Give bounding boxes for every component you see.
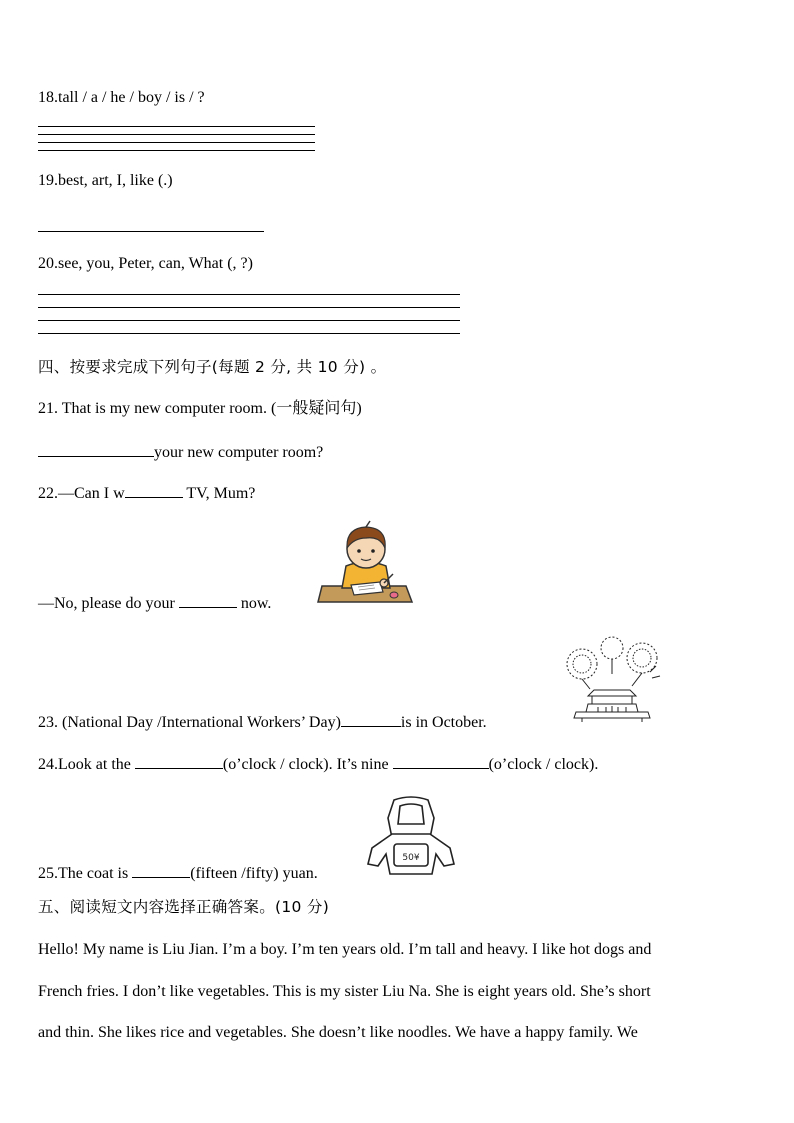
reading-passage-line-3: and thin. She likes rice and vegetables. She doesn’t like noodles. We have a happy family. We	[38, 1024, 638, 1041]
answer-blank[interactable]	[341, 711, 401, 727]
question-23-start: 23. (National Day /International Workers’ Day)	[38, 714, 341, 731]
answer-blank[interactable]	[125, 482, 183, 498]
reading-passage-line-1: Hello! My name is Liu Jian. I’m a boy. I’m ten years old. I’m tall and heavy. I like hot dogs and	[38, 941, 652, 958]
question-24-end: (o’clock / clock).	[488, 756, 599, 773]
question-25-end: (fifteen /fifty) yuan.	[190, 865, 318, 882]
question-22-reply-end: now.	[236, 595, 272, 612]
question-23-end: is in October.	[400, 714, 487, 731]
answer-blank[interactable]	[38, 441, 154, 457]
answer-line[interactable]	[38, 126, 315, 127]
section-5-heading: 五、阅读短文内容选择正确答案。(10 分)	[38, 898, 330, 916]
question-23	[38, 711, 487, 733]
question-22-prompt-start: 22.—Can I w	[38, 485, 125, 502]
question-22-reply	[38, 592, 271, 614]
question-24	[38, 753, 598, 775]
answer-line[interactable]	[38, 294, 460, 295]
answer-line[interactable]	[38, 134, 315, 135]
answer-line[interactable]	[38, 307, 460, 308]
question-22-prompt	[38, 482, 255, 504]
answer-blank[interactable]	[135, 753, 223, 769]
question-21: 21. That is my new computer room. (一般疑问句)	[38, 400, 362, 417]
answer-line[interactable]	[38, 142, 315, 143]
answer-line[interactable]	[38, 320, 460, 321]
question-18: 18.tall / a / he / boy / is / ?	[38, 89, 205, 106]
question-22-reply-start: —No, please do your	[38, 595, 179, 612]
question-21-answer-line	[38, 441, 323, 463]
answer-blank[interactable]	[393, 753, 489, 769]
coat-price-illustration	[364, 794, 458, 880]
answer-blank[interactable]	[132, 862, 190, 878]
section-4-heading: 四、按要求完成下列句子(每题 2 分, 共 10 分) 。	[38, 358, 387, 376]
question-20: 20.see, you, Peter, can, What (, ?)	[38, 255, 253, 272]
question-25-start: 25.The coat is	[38, 865, 133, 882]
question-24-start: 24.Look at the	[38, 756, 135, 773]
answer-line[interactable]	[38, 333, 460, 334]
boy-homework-illustration	[314, 516, 416, 608]
reading-passage-line-2: French fries. I don’t like vegetables. This is my sister Liu Na. She is eight years old. She’s short	[38, 983, 651, 1000]
question-25	[38, 862, 318, 884]
question-24-middle: (o’clock / clock). It’s nine	[222, 756, 393, 773]
answer-blank[interactable]	[179, 592, 237, 608]
answer-line[interactable]	[38, 150, 315, 151]
question-22-prompt-end: TV, Mum?	[182, 485, 256, 502]
price-tag-text: 50¥	[402, 853, 420, 863]
answer-line[interactable]	[38, 231, 264, 232]
fireworks-tiananmen-illustration	[560, 634, 664, 724]
question-19: 19.best, art, I, like (.)	[38, 172, 173, 189]
question-21-tail: your new computer room?	[154, 444, 324, 461]
